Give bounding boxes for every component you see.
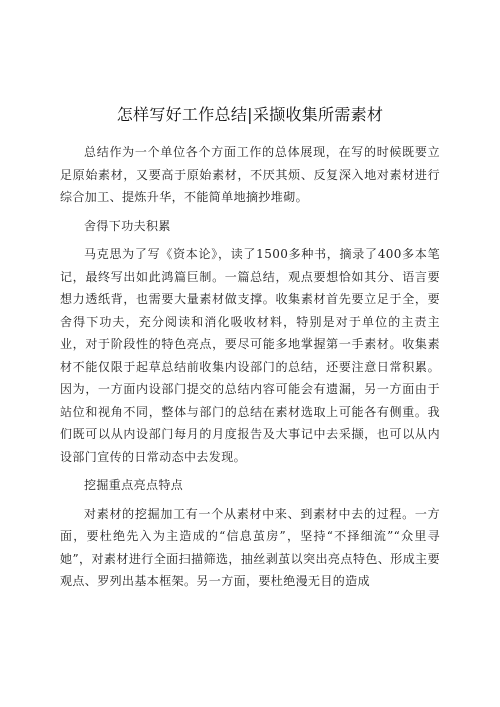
section-heading-accumulate: 舍得下功夫积累 xyxy=(84,218,171,233)
document-title: 怎样写好工作总结|采撷收集所需素材 xyxy=(116,105,384,124)
highlights-paragraph: 对素材的挖掘加工有一个从素材中来、到素材中去的过程。一方面，要杜绝先入为主造成的“信息茧房”，坚持“不择细流”“众里寻她”，对素材进行全面扫描筛选，抽丝剥茧以突出亮点特色、形成主要观点、罗列出基本框架。另一方面，要杜绝漫无目的造成 xyxy=(60,506,440,588)
section-heading-highlights: 挖掘重点亮点特点 xyxy=(84,478,184,492)
accumulate-paragraph: 马克思为了写《资本论》，读了1500多种书，摘录了400多本笔记，最终写出如此鸿篇巨制。一篇总结，观点要想恰如其分、语言要想力透纸背，也需要大量素材做支撑。收集素材首先要立足于全，要舍得下功夫，充分阅读和消化吸收材料，特别是对于单位的主责主业，对于阶段性的特色亮点，要尽可能多地掌握第一手素材。收集素材不能仅限于起草总结前收集内设部门的总结，还要注意日常积累。因为，一方面内设部门提交的总结内容可能会有遗漏，另一方面由于站位和视角不同，整体与部门的总结在素材选取上可能各有侧重。我们既可以从内设部门每月的月度报告及大事记中去采撷，也可以从内设部门宣传的日常动态中去发现。 xyxy=(60,247,440,464)
intro-paragraph: 总结作为一个单位各个方面工作的总体展现，在写的时候既要立足原始素材，又要高于原始素材，不厌其烦、反复深入地对素材进行综合加工、提炼升华，不能简单地摘抄堆砌。 xyxy=(60,145,440,204)
